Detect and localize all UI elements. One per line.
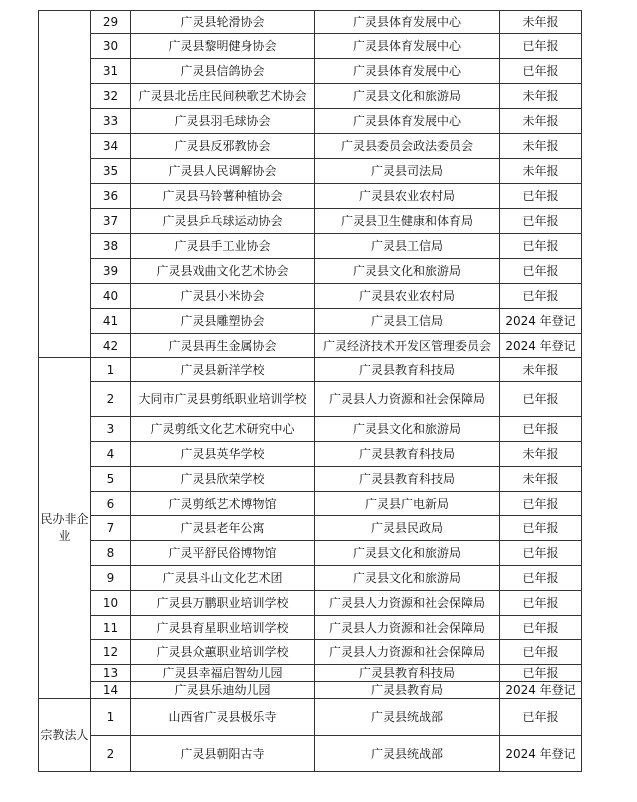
- registry-body: [39, 11, 582, 772]
- table-row: [39, 699, 582, 736]
- cell-number: 35: [91, 159, 131, 184]
- cell-number: 36: [91, 184, 131, 209]
- cell-department: 广灵县人力资源和社会保障局: [315, 382, 500, 417]
- cell-org-name: 广灵剪纸艺术博物馆: [131, 492, 315, 516]
- table-row: [39, 109, 582, 134]
- cell-number: 1: [91, 358, 131, 382]
- table-row: [39, 591, 582, 616]
- cell-status: 已年报: [500, 34, 582, 59]
- table-row: [39, 541, 582, 566]
- cell-status: 2024 年登记: [500, 334, 582, 358]
- table-row: [39, 309, 582, 334]
- cell-org-name: 广灵县英华学校: [131, 442, 315, 467]
- table-row: [39, 566, 582, 591]
- cell-org-name: 广灵县欣荣学校: [131, 467, 315, 492]
- table-row: [39, 417, 582, 442]
- cell-status: 未年报: [500, 84, 582, 109]
- cell-status: 未年报: [500, 109, 582, 134]
- cell-number: 33: [91, 109, 131, 134]
- cell-status: 已年报: [500, 566, 582, 591]
- cell-org-name: 广灵剪纸文化艺术研究中心: [131, 417, 315, 442]
- cell-number: 39: [91, 259, 131, 284]
- cell-number: 41: [91, 309, 131, 334]
- table-row: [39, 492, 582, 516]
- cell-org-name: 广灵县轮滑协会: [131, 11, 315, 34]
- cell-number: 14: [91, 682, 131, 699]
- cell-number: 34: [91, 134, 131, 159]
- cell-status: 已年报: [500, 234, 582, 259]
- table-row: [39, 259, 582, 284]
- table-row: [39, 736, 582, 772]
- cell-status: 2024 年登记: [500, 736, 582, 772]
- cell-number: 2: [91, 736, 131, 772]
- cell-status: 未年报: [500, 467, 582, 492]
- cell-status: 已年报: [500, 259, 582, 284]
- table-row: [39, 516, 582, 541]
- cell-status: 已年报: [500, 209, 582, 234]
- cell-org-name: 大同市广灵县剪纸职业培训学校: [131, 382, 315, 417]
- cell-org-name: 广灵县信鸽协会: [131, 59, 315, 84]
- cell-number: 40: [91, 284, 131, 309]
- table-row: [39, 682, 582, 699]
- cell-number: 30: [91, 34, 131, 59]
- cell-org-name: 广灵平舒民俗博物馆: [131, 541, 315, 566]
- cell-org-name: 广灵县老年公寓: [131, 516, 315, 541]
- cell-status: 已年报: [500, 417, 582, 442]
- category-cell: 民办非企业: [39, 358, 91, 699]
- table-row: [39, 184, 582, 209]
- registry-table: [38, 10, 582, 772]
- cell-department: 广灵县体育发展中心: [315, 34, 500, 59]
- category-cell: [39, 11, 91, 358]
- table-row: [39, 234, 582, 259]
- cell-number: 11: [91, 616, 131, 640]
- table-row: [39, 467, 582, 492]
- cell-number: 37: [91, 209, 131, 234]
- cell-department: 广灵县工信局: [315, 309, 500, 334]
- cell-department: 广灵县人力资源和社会保障局: [315, 616, 500, 640]
- cell-org-name: 广灵县乒乓球运动协会: [131, 209, 315, 234]
- cell-status: 2024 年登记: [500, 682, 582, 699]
- cell-number: 8: [91, 541, 131, 566]
- cell-department: 广灵县统战部: [315, 699, 500, 736]
- table-row: [39, 134, 582, 159]
- cell-org-name: 广灵县新洋学校: [131, 358, 315, 382]
- table-row: [39, 159, 582, 184]
- cell-status: 已年报: [500, 699, 582, 736]
- cell-department: 广灵县教育科技局: [315, 665, 500, 682]
- cell-org-name: 广灵县育星职业培训学校: [131, 616, 315, 640]
- cell-org-name: 广灵县人民调解协会: [131, 159, 315, 184]
- cell-number: 9: [91, 566, 131, 591]
- table-row: [39, 11, 582, 34]
- cell-department: 广灵县委员会政法委员会: [315, 134, 500, 159]
- cell-department: 广灵县体育发展中心: [315, 59, 500, 84]
- cell-org-name: 广灵县羽毛球协会: [131, 109, 315, 134]
- table-row: [39, 34, 582, 59]
- cell-status: 已年报: [500, 541, 582, 566]
- cell-department: 广灵县文化和旅游局: [315, 259, 500, 284]
- cell-status: 未年报: [500, 159, 582, 184]
- cell-status: 未年报: [500, 134, 582, 159]
- cell-department: 广灵县教育科技局: [315, 467, 500, 492]
- cell-status: 未年报: [500, 358, 582, 382]
- cell-org-name: 广灵县幸福启智幼儿园: [131, 665, 315, 682]
- cell-department: 广灵县农业农村局: [315, 284, 500, 309]
- cell-status: 已年报: [500, 516, 582, 541]
- cell-org-name: 广灵县北岳庄民间秧歌艺术协会: [131, 84, 315, 109]
- cell-department: 广灵县教育科技局: [315, 442, 500, 467]
- cell-status: 已年报: [500, 59, 582, 84]
- cell-org-name: 广灵县乐迪幼儿园: [131, 682, 315, 699]
- table-row: [39, 209, 582, 234]
- table-row: [39, 442, 582, 467]
- cell-number: 3: [91, 417, 131, 442]
- cell-org-name: 广灵县黎明健身协会: [131, 34, 315, 59]
- cell-status: 未年报: [500, 11, 582, 34]
- cell-org-name: 广灵县斗山文化艺术团: [131, 566, 315, 591]
- cell-number: 38: [91, 234, 131, 259]
- cell-number: 4: [91, 442, 131, 467]
- cell-org-name: 广灵县反邪教协会: [131, 134, 315, 159]
- table-row: [39, 284, 582, 309]
- cell-org-name: 广灵县雕塑协会: [131, 309, 315, 334]
- cell-department: 广灵县文化和旅游局: [315, 84, 500, 109]
- cell-department: 广灵县教育科技局: [315, 358, 500, 382]
- cell-number: 5: [91, 467, 131, 492]
- cell-number: 29: [91, 11, 131, 34]
- category-cell: 宗教法人: [39, 699, 91, 772]
- cell-status: 已年报: [500, 184, 582, 209]
- cell-number: 12: [91, 640, 131, 665]
- cell-department: 广灵县人力资源和社会保障局: [315, 591, 500, 616]
- cell-org-name: 广灵县再生金属协会: [131, 334, 315, 358]
- cell-org-name: 广灵县朝阳古寺: [131, 736, 315, 772]
- cell-department: 广灵县广电新局: [315, 492, 500, 516]
- cell-department: 广灵县统战部: [315, 736, 500, 772]
- cell-org-name: 广灵县小米协会: [131, 284, 315, 309]
- cell-status: 2024 年登记: [500, 309, 582, 334]
- table-row: [39, 616, 582, 640]
- cell-department: 广灵县人力资源和社会保障局: [315, 640, 500, 665]
- cell-department: 广灵县教育局: [315, 682, 500, 699]
- cell-org-name: 广灵县手工业协会: [131, 234, 315, 259]
- cell-department: 广灵经济技术开发区管理委员会: [315, 334, 500, 358]
- cell-status: 已年报: [500, 284, 582, 309]
- cell-status: 已年报: [500, 616, 582, 640]
- cell-department: 广灵县体育发展中心: [315, 109, 500, 134]
- cell-org-name: 广灵县众蕙职业培训学校: [131, 640, 315, 665]
- table-row: [39, 84, 582, 109]
- cell-status: 已年报: [500, 640, 582, 665]
- cell-status: 未年报: [500, 442, 582, 467]
- cell-number: 13: [91, 665, 131, 682]
- table-row: [39, 59, 582, 84]
- cell-status: 已年报: [500, 665, 582, 682]
- table-row: [39, 382, 582, 417]
- cell-status: 已年报: [500, 382, 582, 417]
- table-row: [39, 358, 582, 382]
- cell-org-name: 广灵县戏曲文化艺术协会: [131, 259, 315, 284]
- cell-number: 6: [91, 492, 131, 516]
- cell-department: 广灵县民政局: [315, 516, 500, 541]
- cell-org-name: 广灵县万鹏职业培训学校: [131, 591, 315, 616]
- table-row: [39, 640, 582, 665]
- cell-number: 10: [91, 591, 131, 616]
- table-row: [39, 334, 582, 358]
- cell-department: 广灵县农业农村局: [315, 184, 500, 209]
- cell-number: 7: [91, 516, 131, 541]
- cell-org-name: 山西省广灵县极乐寺: [131, 699, 315, 736]
- cell-department: 广灵县卫生健康和体育局: [315, 209, 500, 234]
- cell-department: 广灵县文化和旅游局: [315, 566, 500, 591]
- cell-number: 42: [91, 334, 131, 358]
- cell-department: 广灵县工信局: [315, 234, 500, 259]
- cell-number: 31: [91, 59, 131, 84]
- cell-number: 2: [91, 382, 131, 417]
- cell-number: 32: [91, 84, 131, 109]
- cell-org-name: 广灵县马铃薯种植协会: [131, 184, 315, 209]
- cell-number: 1: [91, 699, 131, 736]
- table-row: [39, 665, 582, 682]
- cell-department: 广灵县司法局: [315, 159, 500, 184]
- cell-department: 广灵县体育发展中心: [315, 11, 500, 34]
- cell-status: 已年报: [500, 492, 582, 516]
- cell-department: 广灵县文化和旅游局: [315, 417, 500, 442]
- cell-department: 广灵县文化和旅游局: [315, 541, 500, 566]
- cell-status: 已年报: [500, 591, 582, 616]
